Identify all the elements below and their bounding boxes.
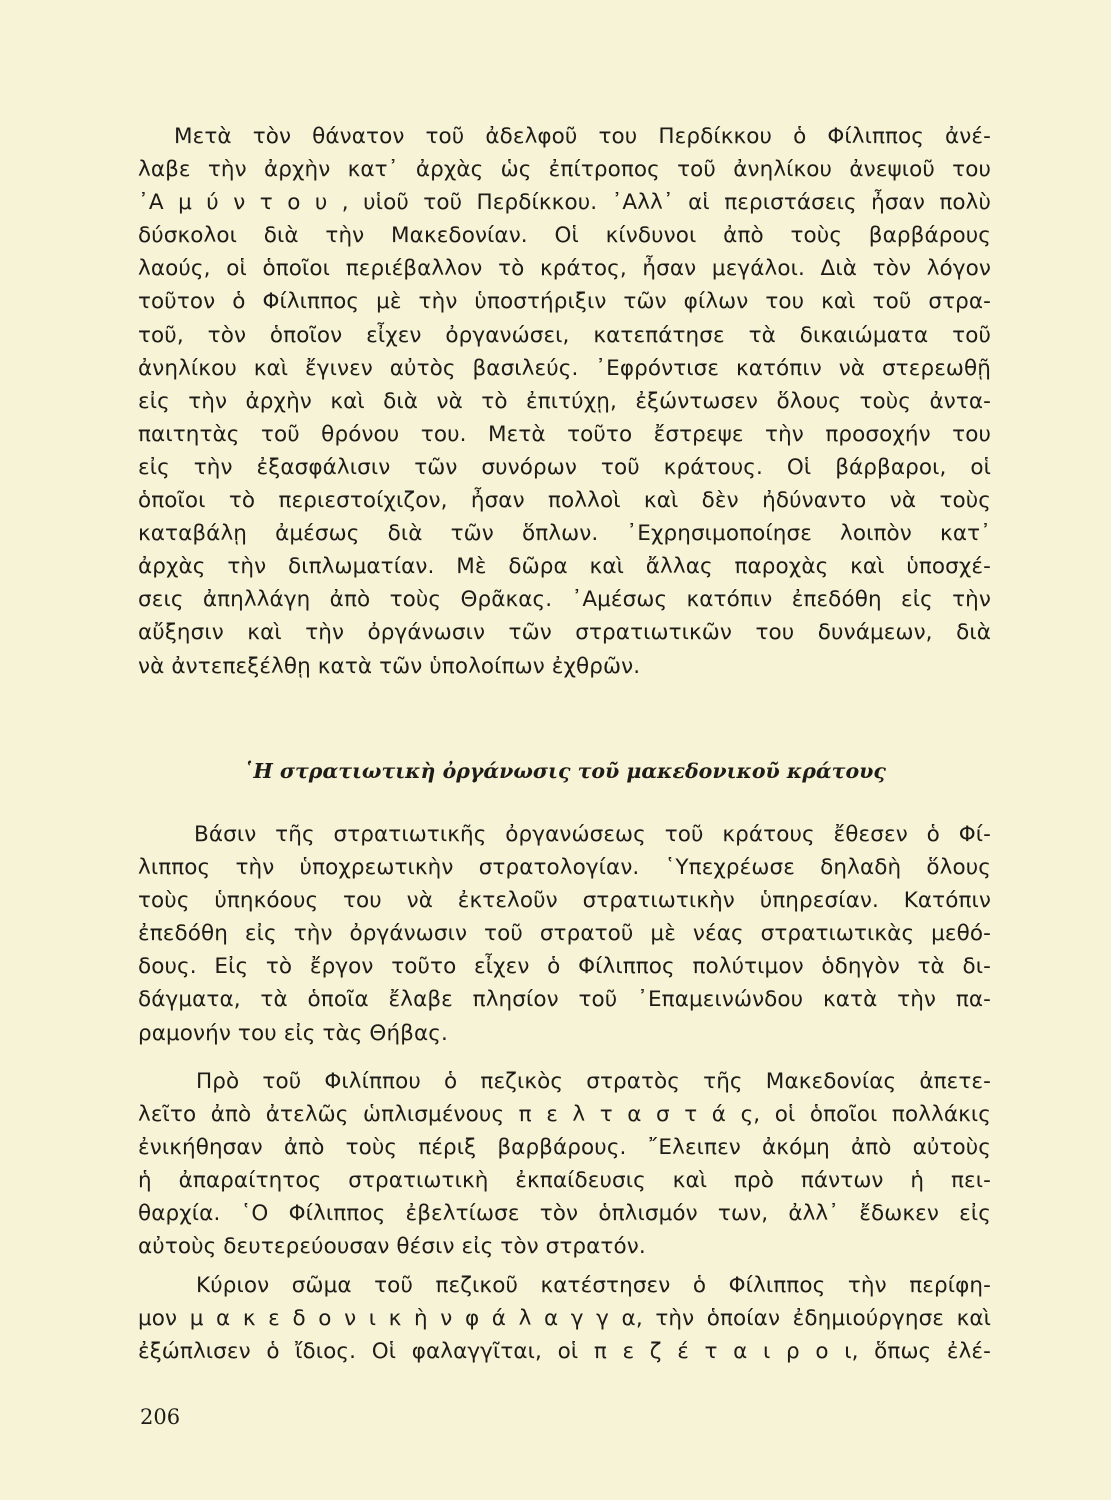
- text-line: εἰς τὴν ἐξασφάλισιν τῶν συνόρων τοῦ κράτους. Οἱ βάρβαροι, οἱ: [138, 454, 991, 480]
- text-line: τοῦ, τὸν ὁποῖον εἶχεν ὀργανώσει, κατεπάτησε τὰ δικαιώματα τοῦ: [138, 322, 991, 348]
- text-line: λεῖτο ἀπὸ ἀτελῶς ὡπλισμένους π ε λ τ α σ τ ά ς, οἱ ὁποῖοι πολλάκις: [138, 1102, 991, 1128]
- text-line: Πρὸ τοῦ Φιλίππου ὁ πεζικὸς στρατὸς τῆς Μακεδονίας ἀπετε-: [196, 1069, 991, 1094]
- paragraph-3: [138, 1065, 991, 1264]
- page-number: 206: [140, 1405, 181, 1429]
- text-line: Κύριον σῶμα τοῦ πεζικοῦ κατέστησεν ὁ Φίλιππος τὴν περίφη-: [196, 1273, 991, 1298]
- text-line: παιτητὰς τοῦ θρόνου του. Μετὰ τοῦτο ἔστρεψε τὴν προσοχήν του: [138, 421, 991, 447]
- text-line: λιππος τὴν ὑποχρεωτικὴν στρατολογίαν. ῾Υπεχρέωσε δηλαδὴ ὅλους: [138, 855, 991, 881]
- text-line: ἐπεδόθη εἰς τὴν ὀργάνωσιν τοῦ στρατοῦ μὲ νέας στρατιωτικὰς μεθό-: [138, 921, 991, 947]
- paragraph-4: [138, 1269, 991, 1368]
- text-line: ἡ ἀπαραίτητος στρατιωτικὴ ἐκπαίδευσις καὶ πρὸ πάντων ἡ πει-: [138, 1168, 991, 1194]
- text-line: δους. Εἰς τὸ ἔργον τοῦτο εἶχεν ὁ Φίλιππος πολύτιμον ὁδηγὸν τὰ δι-: [138, 954, 991, 980]
- text-line: νὰ ἀντεπεξέλθῃ κατὰ τῶν ὑπολοίπων ἐχθρῶν.: [138, 653, 641, 679]
- text-line: αὐτοὺς δευτερεύουσαν θέσιν εἰς τὸν στρατόν.: [138, 1234, 646, 1260]
- text-line: ᾽Α μ ύ ν τ ο υ , υἱοῦ τοῦ Περδίκκου. ᾽Αλλ᾽ αἱ περιστάσεις ἦσαν πολὺ: [138, 190, 991, 216]
- text-line: σεις ἀπηλλάγη ἀπὸ τοὺς Θρᾶκας. ᾽Αμέσως κατόπιν ἐπεδόθη εἰς τὴν: [138, 587, 991, 613]
- text-line: αὔξησιν καὶ τὴν ὀργάνωσιν τῶν στρατιωτικῶν του δυνάμεων, διὰ: [138, 620, 991, 646]
- text-line: ἀρχὰς τὴν διπλωματίαν. Μὲ δῶρα καὶ ἄλλας παροχὰς καὶ ὑποσχέ-: [138, 554, 991, 580]
- text-line: μον μ α κ ε δ ο ν ι κ ὴ ν φ ά λ α γ γ α, τὴν ὁποίαν ἐδημιούργησε καὶ: [138, 1306, 991, 1332]
- paragraph-1: [138, 120, 991, 683]
- text-line: τοῦτον ὁ Φίλιππος μὲ τὴν ὑποστήριξιν τῶν φίλων του καὶ τοῦ στρα-: [138, 289, 991, 315]
- text-line: δύσκολοι διὰ τὴν Μακεδονίαν. Οἱ κίνδυνοι ἀπὸ τοὺς βαρβάρους: [138, 223, 991, 249]
- text-line: καταβάλῃ ἀμέσως διὰ τῶν ὅπλων. ᾽Εχρησιμοποίησε λοιπὸν κατ᾽: [138, 521, 991, 547]
- text-line: εἰς τὴν ἀρχὴν καὶ διὰ νὰ τὸ ἐπιτύχῃ, ἐξώντωσεν ὅλους τοὺς ἀντα-: [138, 388, 991, 414]
- text-line: θαρχία. ῾Ο Φίλιππος ἐβελτίωσε τὸν ὁπλισμόν των, ἀλλ᾽ ἔδωκεν εἰς: [138, 1201, 991, 1227]
- text-line: ἐξώπλισεν ὁ ἴδιος. Οἱ φαλαγγῖται, οἱ π ε ζ έ τ α ι ρ ο ι, ὅπως ἐλέ-: [138, 1339, 991, 1365]
- text-line: δάγματα, τὰ ὁποῖα ἔλαβε πλησίον τοῦ ᾽Επαμεινώνδου κατὰ τὴν πα-: [138, 987, 991, 1013]
- text-line: λαούς, οἱ ὁποῖοι περιέβαλλον τὸ κράτος, ἦσαν μεγάλοι. Διὰ τὸν λόγον: [138, 256, 991, 282]
- text-line: Βάσιν τῆς στρατιωτικῆς ὀργανώσεως τοῦ κράτους ἔθεσεν ὁ Φί-: [194, 822, 991, 847]
- section-heading: ῾Η στρατιωτικὴ ὀργάνωσις τοῦ μακεδονικοῦ κράτους: [243, 759, 886, 783]
- paragraph-2: [138, 818, 991, 1050]
- text-line: ραμονήν του εἰς τὰς Θήβας.: [138, 1020, 448, 1046]
- text-line: ἐνικήθησαν ἀπὸ τοὺς πέριξ βαρβάρους. ῎Ελειπεν ἀκόμη ἀπὸ αὐτοὺς: [138, 1135, 991, 1161]
- text-line: τοὺς ὑπηκόους του νὰ ἐκτελοῦν στρατιωτικὴν ὑπηρεσίαν. Κατόπιν: [138, 888, 991, 914]
- text-line: ὁποῖοι τὸ περιεστοίχιζον, ἦσαν πολλοὶ καὶ δὲν ἠδύναντο νὰ τοὺς: [138, 488, 991, 514]
- text-line: ἀνηλίκου καὶ ἔγινεν αὐτὸς βασιλεύς. ᾽Εφρόντισε κατόπιν νὰ στερεωθῇ: [138, 355, 991, 381]
- text-line: Μετὰ τὸν θάνατον τοῦ ἀδελφοῦ του Περδίκκου ὁ Φίλιππος ἀνέ-: [174, 124, 991, 149]
- text-line: λαβε τὴν ἀρχὴν κατ᾽ ἀρχὰς ὡς ἐπίτροπος τοῦ ἀνηλίκου ἀνεψιοῦ του: [138, 157, 991, 183]
